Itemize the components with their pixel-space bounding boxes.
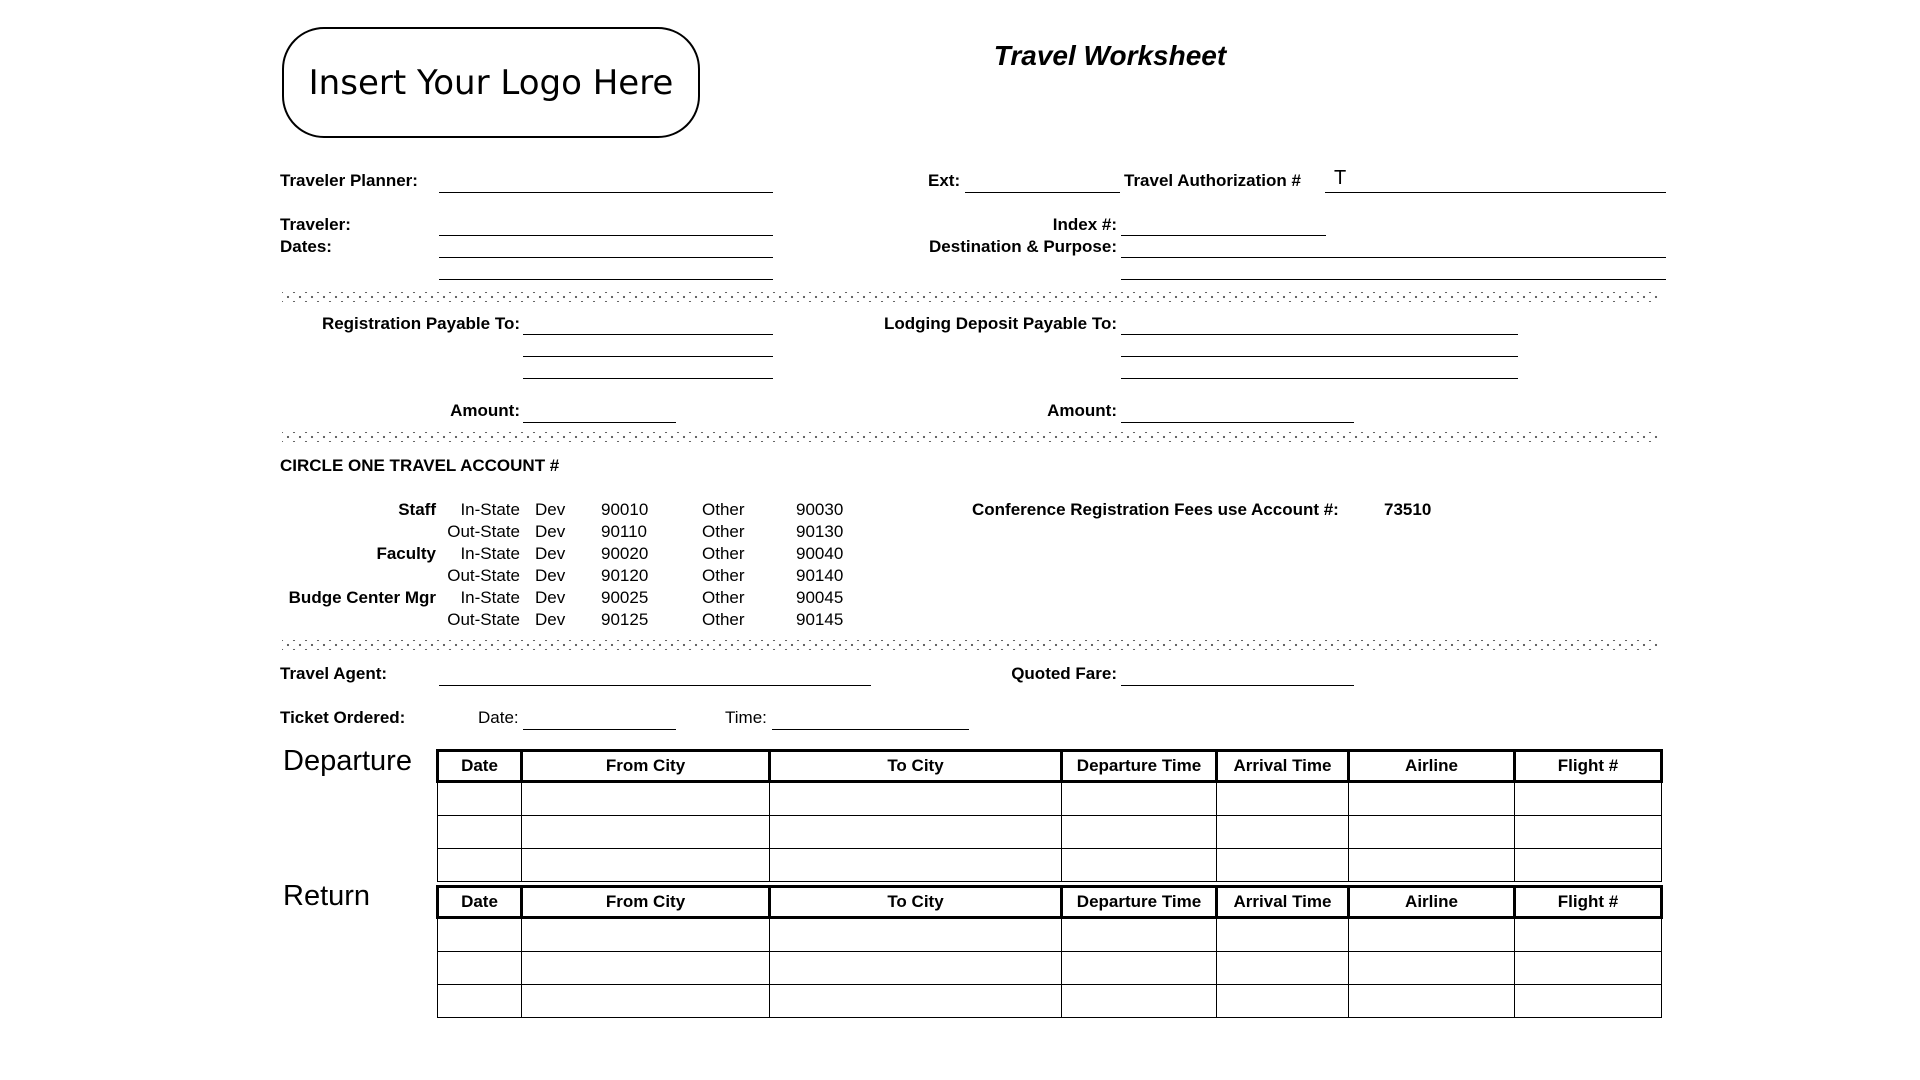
- account-type[interactable]: Out-State: [447, 522, 520, 541]
- table-cell[interactable]: [438, 782, 522, 816]
- destination-purpose-field-2[interactable]: [1121, 279, 1666, 280]
- table-cell[interactable]: [1062, 849, 1217, 882]
- account-dev-number[interactable]: 90020: [601, 544, 649, 563]
- table-cell[interactable]: [1515, 816, 1662, 849]
- table-cell[interactable]: [522, 952, 770, 985]
- departure-label: Departure: [283, 745, 412, 777]
- table-cell[interactable]: [1217, 918, 1349, 952]
- account-other-label[interactable]: Other: [702, 610, 745, 629]
- table-cell[interactable]: [1349, 952, 1515, 985]
- destination-purpose-label: Destination & Purpose:: [929, 237, 1117, 256]
- account-dev-number[interactable]: 90125: [601, 610, 649, 629]
- ticket-time-label: Time:: [725, 708, 767, 727]
- table-row: [438, 918, 1662, 952]
- column-header: To City: [770, 751, 1062, 782]
- account-dev-number[interactable]: 90025: [601, 588, 649, 607]
- table-cell[interactable]: [1217, 849, 1349, 882]
- traveler-planner-field[interactable]: [439, 192, 773, 193]
- column-header: Flight #: [1515, 751, 1662, 782]
- account-other-label[interactable]: Other: [702, 500, 745, 519]
- traveler-field[interactable]: [439, 235, 773, 236]
- table-cell[interactable]: [770, 985, 1062, 1018]
- registration-payable-field-3[interactable]: [523, 378, 773, 379]
- registration-payable-field-1[interactable]: [523, 334, 773, 335]
- table-row: [438, 849, 1662, 882]
- table-row: [438, 816, 1662, 849]
- account-other-label[interactable]: Other: [702, 544, 745, 563]
- quoted-fare-field[interactable]: [1121, 685, 1354, 686]
- return-table: [436, 885, 1663, 1018]
- destination-purpose-field-1[interactable]: [1121, 257, 1666, 258]
- account-dev-number[interactable]: 90120: [601, 566, 649, 585]
- account-type[interactable]: Out-State: [447, 610, 520, 629]
- table-cell[interactable]: [522, 849, 770, 882]
- table-cell[interactable]: [1515, 985, 1662, 1018]
- lodging-deposit-field-1[interactable]: [1121, 334, 1518, 335]
- column-header: Airline: [1349, 751, 1515, 782]
- travel-agent-field[interactable]: [439, 685, 871, 686]
- registration-payable-field-2[interactable]: [523, 356, 773, 357]
- table-header-row: [438, 751, 1662, 782]
- table-cell[interactable]: [438, 952, 522, 985]
- account-dev-label[interactable]: Dev: [535, 500, 566, 519]
- table-cell[interactable]: [770, 918, 1062, 952]
- ticket-ordered-label: Ticket Ordered:: [280, 708, 406, 727]
- conference-fees-label: Conference Registration Fees use Account #:: [972, 500, 1339, 519]
- table-cell[interactable]: [1349, 816, 1515, 849]
- table-cell[interactable]: [1217, 985, 1349, 1018]
- table-cell[interactable]: [522, 782, 770, 816]
- table-cell[interactable]: [770, 782, 1062, 816]
- column-header: Date: [438, 751, 522, 782]
- dates-label: Dates:: [280, 237, 332, 256]
- column-header: Departure Time: [1062, 751, 1217, 782]
- travel-agent-label: Travel Agent:: [280, 664, 388, 683]
- table-cell[interactable]: [522, 816, 770, 849]
- table-cell[interactable]: [1515, 918, 1662, 952]
- travel-authorization-value: T: [1334, 167, 1347, 189]
- table-cell[interactable]: [1349, 918, 1515, 952]
- account-other-number[interactable]: 90130: [796, 522, 844, 541]
- column-header: Date: [438, 887, 522, 918]
- account-dev-label[interactable]: Dev: [535, 610, 566, 629]
- table-cell[interactable]: [438, 816, 522, 849]
- account-dev-label[interactable]: Dev: [535, 588, 566, 607]
- index-field[interactable]: [1121, 235, 1326, 236]
- return-label: Return: [283, 880, 371, 912]
- account-dev-label[interactable]: Dev: [535, 522, 566, 541]
- table-cell[interactable]: [1062, 918, 1217, 952]
- table-cell[interactable]: [438, 918, 522, 952]
- table-cell[interactable]: [438, 849, 522, 882]
- account-other-label[interactable]: Other: [702, 588, 745, 607]
- column-header: From City: [522, 887, 770, 918]
- column-header: To City: [770, 887, 1062, 918]
- circle-one-heading: CIRCLE ONE TRAVEL ACCOUNT #: [280, 456, 560, 475]
- dotted-divider: [282, 640, 1660, 650]
- account-other-label[interactable]: Other: [702, 566, 745, 585]
- lodging-deposit-field-3[interactable]: [1121, 378, 1518, 379]
- column-header: Arrival Time: [1217, 887, 1349, 918]
- dates-field-2[interactable]: [439, 279, 773, 280]
- quoted-fare-label: Quoted Fare:: [1011, 664, 1117, 683]
- conference-account-number: 73510: [1384, 500, 1432, 519]
- table-cell[interactable]: [1515, 849, 1662, 882]
- table-cell[interactable]: [770, 952, 1062, 985]
- account-dev-number[interactable]: 90110: [601, 522, 648, 541]
- table-cell[interactable]: [522, 985, 770, 1018]
- registration-payable-label: Registration Payable To:: [321, 314, 520, 333]
- table-row: [438, 985, 1662, 1018]
- page-title: Travel Worksheet: [993, 40, 1227, 71]
- column-header: Departure Time: [1062, 887, 1217, 918]
- account-type[interactable]: In-State: [460, 588, 520, 607]
- account-dev-number[interactable]: 90010: [601, 500, 649, 519]
- dotted-divider: [282, 432, 1660, 442]
- table-cell[interactable]: [1349, 985, 1515, 1018]
- index-label: Index #:: [1052, 215, 1117, 234]
- account-group-label[interactable]: Budge Center Mgr: [288, 588, 436, 607]
- table-row: [438, 782, 1662, 816]
- lodging-amount-field[interactable]: [1121, 422, 1354, 423]
- table-cell[interactable]: [1515, 952, 1662, 985]
- table-cell[interactable]: [770, 816, 1062, 849]
- registration-amount-field[interactable]: [523, 422, 676, 423]
- account-other-number[interactable]: 90045: [796, 588, 844, 607]
- account-other-label[interactable]: Other: [702, 522, 745, 541]
- column-header: From City: [522, 751, 770, 782]
- account-type[interactable]: In-State: [460, 544, 520, 563]
- traveler-label: Traveler:: [280, 215, 351, 234]
- account-other-number[interactable]: 90030: [796, 500, 844, 519]
- ticket-date-field[interactable]: [523, 729, 676, 730]
- column-header: Flight #: [1515, 887, 1662, 918]
- dotted-divider: [282, 292, 1660, 302]
- table-cell[interactable]: [1062, 816, 1217, 849]
- lodging-deposit-label: Lodging Deposit Payable To:: [884, 314, 1117, 333]
- logo-placeholder: Insert Your Logo Here: [282, 27, 700, 138]
- departure-table: [436, 749, 1663, 882]
- table-cell[interactable]: [1062, 782, 1217, 816]
- travel-authorization-label: Travel Authorization #: [1124, 171, 1301, 190]
- account-group-label[interactable]: Faculty: [376, 544, 436, 563]
- account-other-number[interactable]: 90040: [796, 544, 844, 563]
- ticket-date-label: Date:: [478, 708, 519, 727]
- table-cell[interactable]: [1062, 952, 1217, 985]
- table-cell[interactable]: [438, 985, 522, 1018]
- lodging-deposit-field-2[interactable]: [1121, 356, 1518, 357]
- dates-field-1[interactable]: [439, 257, 773, 258]
- table-cell[interactable]: [1062, 985, 1217, 1018]
- account-type[interactable]: Out-State: [447, 566, 520, 585]
- account-other-number[interactable]: 90145: [796, 610, 844, 629]
- table-cell[interactable]: [1515, 782, 1662, 816]
- ext-label: Ext:: [928, 171, 961, 190]
- table-cell[interactable]: [770, 849, 1062, 882]
- column-header: Arrival Time: [1217, 751, 1349, 782]
- lodging-amount-label: Amount:: [1047, 401, 1117, 420]
- travel-authorization-field[interactable]: [1325, 192, 1666, 193]
- account-dev-label[interactable]: Dev: [535, 566, 566, 585]
- account-other-number[interactable]: 90140: [796, 566, 844, 585]
- table-cell[interactable]: [1217, 952, 1349, 985]
- account-group-label[interactable]: Staff: [398, 500, 436, 519]
- table-cell[interactable]: [1217, 816, 1349, 849]
- ticket-time-field[interactable]: [772, 729, 969, 730]
- ext-field[interactable]: [965, 192, 1120, 193]
- table-cell[interactable]: [1217, 782, 1349, 816]
- table-cell[interactable]: [1349, 849, 1515, 882]
- traveler-planner-label: Traveler Planner:: [280, 171, 418, 190]
- registration-amount-label: Amount:: [450, 401, 520, 420]
- table-cell[interactable]: [1349, 782, 1515, 816]
- table-header-row: [438, 887, 1662, 918]
- account-type[interactable]: In-State: [460, 500, 520, 519]
- table-row: [438, 952, 1662, 985]
- column-header: Airline: [1349, 887, 1515, 918]
- account-dev-label[interactable]: Dev: [535, 544, 566, 563]
- table-cell[interactable]: [522, 918, 770, 952]
